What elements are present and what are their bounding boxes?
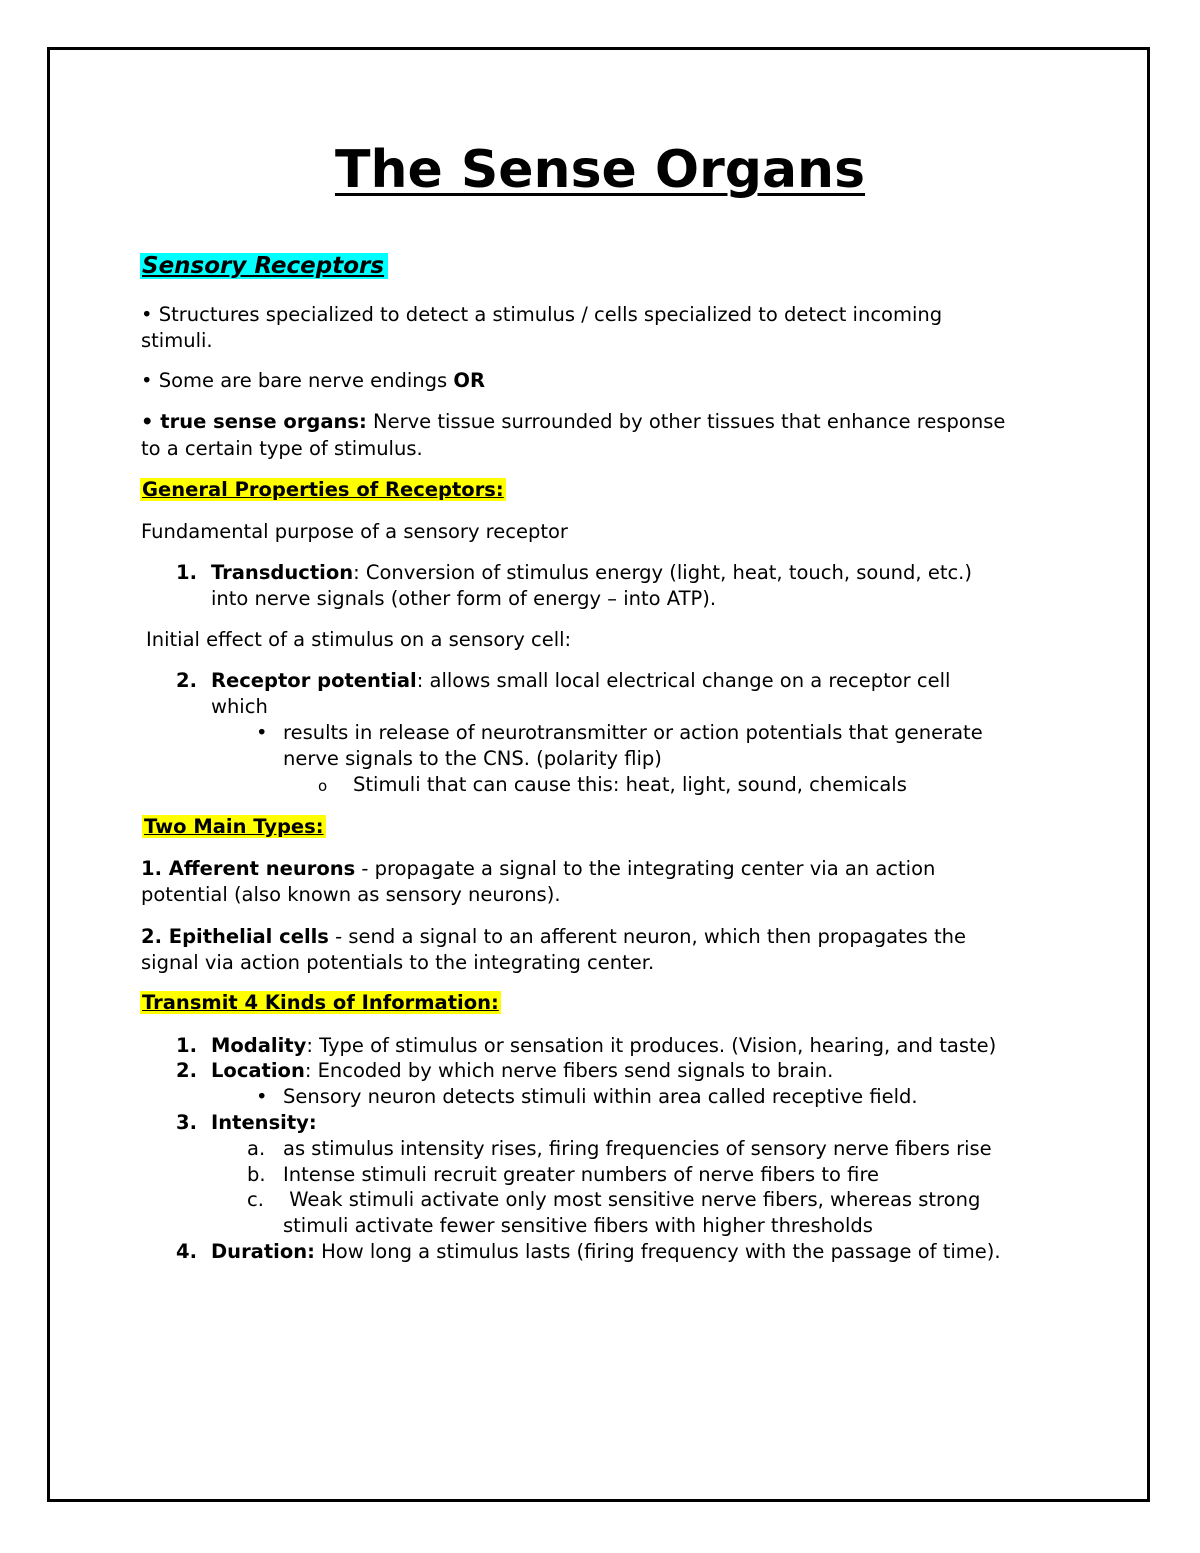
term: Duration:: [211, 1240, 315, 1263]
heading-text: Two Main Types:: [144, 815, 324, 838]
bullet-bold: OR: [453, 369, 485, 392]
type-2-line2: signal via action potentials to the integrating center.: [141, 951, 655, 974]
list-number: 2.: [176, 1059, 197, 1082]
heading-text: Sensory Receptors: [140, 253, 388, 279]
transduction-line2: into nerve signals (other form of energy – into ATP).: [211, 587, 717, 610]
intensity-c-line2: stimuli activate fewer sensitive fibers with higher thresholds: [283, 1214, 873, 1237]
alpha-label: a.: [247, 1137, 266, 1160]
term: Modality: [211, 1034, 307, 1057]
duration-item: [211, 1239, 1001, 1265]
sub-bullet-line1: results in release of neurotransmitter or action potentials that generate: [283, 721, 983, 744]
sensory-bullet-2: [141, 368, 485, 394]
list-number: 1.: [176, 561, 197, 584]
heading-general-properties: [140, 478, 506, 501]
list-number: 3.: [176, 1111, 197, 1134]
location-item: [211, 1058, 833, 1084]
definition: How long a stimulus lasts (firing frequency with the passage of time).: [314, 1240, 1001, 1263]
heading-two-main-types: [142, 815, 326, 838]
definition: - propagate a signal to the integrating center via an action: [355, 857, 936, 880]
modality-item: [211, 1033, 996, 1059]
alpha-label: c.: [247, 1188, 264, 1211]
term: 1. Afferent neurons: [141, 857, 356, 880]
list-number: 1.: [176, 1034, 197, 1057]
sub-sub-bullet-text: Stimuli that can cause this: heat, light, sound, chemicals: [353, 773, 907, 796]
term: Intensity:: [211, 1111, 317, 1134]
receptor-potential-line1: [211, 668, 950, 694]
sensory-bullet-3-line2: to a certain type of stimulus.: [141, 437, 423, 460]
definition: : allows small local electrical change on a receptor cell: [416, 669, 951, 692]
definition: : Type of stimulus or sensation it produces. (Vision, hearing, and taste): [306, 1034, 997, 1057]
term: 2. Epithelial cells: [141, 925, 329, 948]
general-intro: Fundamental purpose of a sensory receptor: [141, 520, 568, 543]
list-number: 2.: [176, 669, 197, 692]
bullet-text: • Some are bare nerve endings: [141, 369, 454, 392]
type-1-line1: [141, 856, 935, 882]
alpha-label: b.: [247, 1163, 266, 1186]
sensory-bullet-3-line1: [141, 409, 1005, 435]
definition: : Conversion of stimulus energy (light, heat, touch, sound, etc.): [353, 561, 972, 584]
list-number: 4.: [176, 1240, 197, 1263]
term: Receptor potential: [211, 669, 417, 692]
heading-text: General Properties of Receptors:: [142, 478, 504, 501]
bullet-marker: •: [256, 1085, 268, 1108]
location-sub-bullet: Sensory neuron detects stimuli within area called receptive field.: [283, 1085, 918, 1108]
initial-effect: Initial effect of a stimulus on a sensory cell:: [146, 628, 572, 651]
heading-text: Transmit 4 Kinds of Information:: [142, 991, 499, 1014]
intensity-item: [211, 1110, 317, 1136]
type-2-line1: [141, 924, 966, 950]
definition: : Encoded by which nerve fibers send signals to brain.: [304, 1059, 834, 1082]
term: Transduction: [211, 561, 354, 584]
sub-bullet-line2: nerve signals to the CNS. (polarity flip): [283, 747, 662, 770]
heading-transmit-4-kinds: [140, 991, 501, 1014]
receptor-potential-line2: which: [211, 695, 268, 718]
bullet-text: Nerve tissue surrounded by other tissues that enhance response: [366, 410, 1006, 433]
bullet-bold: • true sense organs:: [141, 410, 367, 433]
intensity-a: as stimulus intensity rises, firing frequencies of sensory nerve fibers rise: [283, 1137, 992, 1160]
sub-sub-bullet-marker: o: [318, 777, 328, 795]
transduction-line1: [211, 560, 972, 586]
document-title: The Sense Organs: [334, 140, 866, 200]
bullet-marker: •: [256, 721, 268, 744]
intensity-b: Intense stimuli recruit greater numbers of nerve fibers to fire: [283, 1163, 880, 1186]
term: Location: [211, 1059, 305, 1082]
definition: - send a signal to an afferent neuron, which then propagates the: [328, 925, 967, 948]
sensory-bullet-1-line2: stimuli.: [141, 329, 213, 352]
intensity-c-line1: Weak stimuli activate only most sensitive nerve fibers, whereas strong: [283, 1188, 981, 1211]
type-1-line2: potential (also known as sensory neurons).: [141, 883, 561, 906]
sensory-bullet-1-line1: • Structures specialized to detect a stimulus / cells specialized to detect incoming: [141, 303, 943, 326]
heading-sensory-receptors: [140, 253, 388, 279]
